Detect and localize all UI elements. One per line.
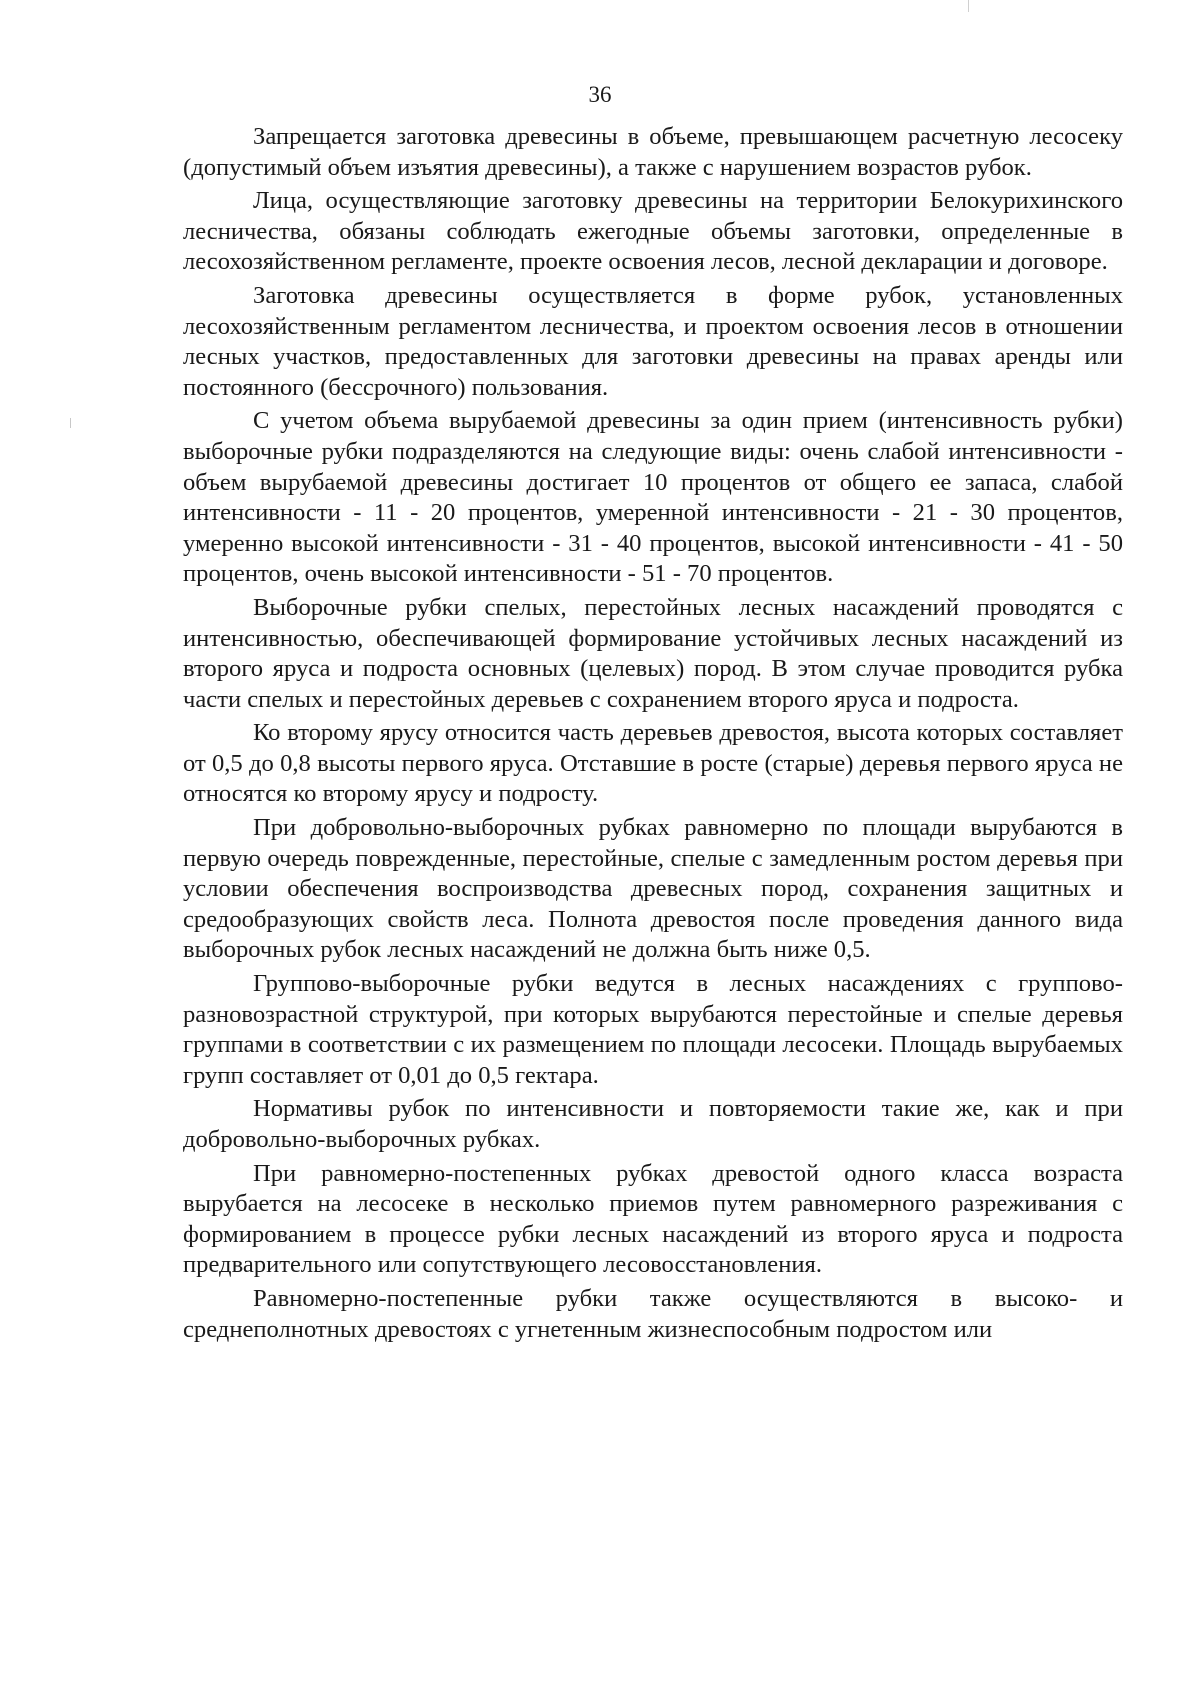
page-number: 36	[588, 82, 612, 107]
paragraph: Лица, осуществляющие заготовку древесины на территории Белокурихинского лесничества, обязаны соблюдать ежегодные объемы заготовки, определенные в лесохозяйственном регламенте, проекте освоения лесов, лесной декларации и договоре.	[183, 187, 1123, 276]
body-text	[183, 122, 1123, 1348]
scan-artifact-mark	[968, 0, 969, 12]
paragraph: Заготовка древесины осуществляется в форме рубок, установленных лесохозяйственным регламентом лесничества, и проектом освоения лесов в отношении лесных участков, предоставленных для заготовки древесины на правах аренды или постоянного (бессрочного) пользования.	[183, 281, 1123, 401]
scan-margin-mark	[70, 418, 71, 428]
paragraph: Запрещается заготовка древесины в объеме, превышающем расчетную лесосеку (допустимый объем изъятия древесины), а также с нарушением возрастов рубок.	[183, 123, 1123, 181]
paragraph: Группово-выборочные рубки ведутся в лесных насаждениях с группово-разновозрастной структурой, при которых вырубаются перестойные и спелые деревья группами в соответствии с их размещением по площади лесосеки. Площадь вырубаемых групп составляет от 0,01 до 0,5 гектара.	[183, 970, 1123, 1089]
paragraph: Нормативы рубок по интенсивности и повторяемости такие же, как и при добровольно-выборочных рубках.	[183, 1095, 1123, 1153]
paragraph: Ко второму ярусу относится часть деревьев древостоя, высота которых составляет от 0,5 до 0,8 высоты первого яруса. Отставшие в росте (старые) деревья первого яруса не относятся ко второму ярусу и подросту.	[183, 719, 1123, 808]
paragraph: С учетом объема вырубаемой древесины за один прием (интенсивность рубки) выборочные рубки подразделяются на следующие виды: очень слабой интенсивности - объем вырубаемой древесины достигает 10 процентов от общего ее запаса, слабой интенсивности - 11 - 20 процентов, умеренной интенсивности - 21 - 30 процентов, умеренно высокой интенсивности - 31 - 40 процентов, высокой интенсивности - 41 - 50 процентов, очень высокой интенсивности - 51 - 70 процентов.	[183, 407, 1123, 588]
paragraph: Равномерно-постепенные рубки также осуществляются в высоко- и среднеполнотных древостоях с угнетенным жизнеспособным подростом или	[183, 1284, 1123, 1343]
paragraph: Выборочные рубки спелых, перестойных лесных насаждений проводятся с интенсивностью, обеспечивающей формирование устойчивых лесных насаждений из второго яруса и подроста основных (целевых) пород. В этом случае проводится рубка части спелых и перестойных деревьев с сохранением второго яруса и подроста.	[183, 593, 1123, 713]
paragraph: При равномерно-постепенных рубках древостой одного класса возраста вырубается на лесосеке в несколько приемов путем равномерного разреживания с формированием в процессе рубки лесных насаждений из второго яруса и подроста предварительного или сопутствующего лесовосстановления.	[183, 1159, 1123, 1279]
paragraph: При добровольно-выборочных рубках равномерно по площади вырубаются в первую очередь поврежденные, перестойные, спелые с замедленным ростом деревья при условии обеспечения воспроизводства древесных пород, сохранения защитных и средообразующих свойств леса. Полнота древостоя после проведения данного вида выборочных рубок лесных насаждений не должна быть ниже 0,5.	[183, 814, 1123, 964]
